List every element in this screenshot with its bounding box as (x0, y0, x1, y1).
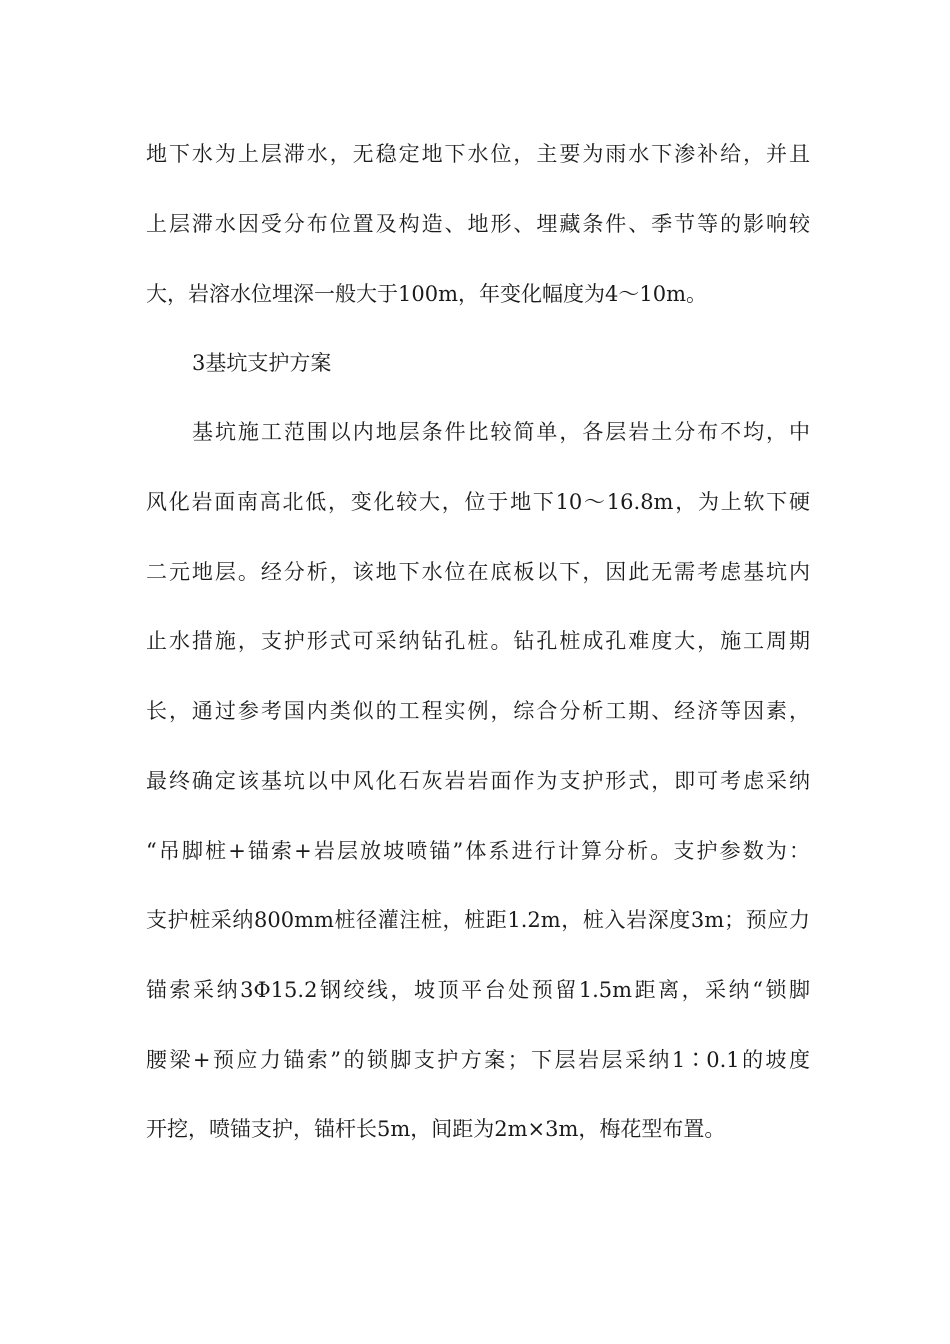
text-line: 上层滞水因受分布位置及构造、地形、埋藏条件、季节等的影响较 (146, 212, 810, 236)
text-line: 腰梁+预应力锚索”的锁脚支护方案；下层岩层采纳1∶0.1的坡度 (146, 1048, 810, 1072)
text-line: 地下水为上层滞水，无稳定地下水位，主要为雨水下渗补给，并且 (146, 142, 810, 166)
text-line: 基坑施工范围以内地层条件比较简单，各层岩土分布不均，中 (192, 420, 810, 444)
text-line: 风化岩面南高北低，变化较大，位于地下10～16.8m，为上软下硬 (146, 490, 810, 514)
section-heading: 3基坑支护方案 (192, 351, 332, 375)
text-line: “吊脚桩+锚索+岩层放坡喷锚”体系进行计算分析。支护参数为： (146, 839, 810, 863)
text-line: 开挖，喷锚支护，锚杆长5m，间距为2m×3m，梅花型布置。 (146, 1117, 726, 1141)
text-line: 止水措施，支护形式可采纳钻孔桩。钻孔桩成孔难度大，施工周期 (146, 629, 810, 653)
text-line: 最终确定该基坑以中风化石灰岩岩面作为支护形式，即可考虑采纳 (146, 769, 810, 793)
text-line: 二元地层。经分析，该地下水位在底板以下，因此无需考虑基坑内 (146, 560, 810, 584)
text-line: 长，通过参考国内类似的工程实例，综合分析工期、经济等因素， (146, 699, 810, 723)
text-line: 支护桩采纳800mm桩径灌注桩，桩距1.2m，桩入岩深度3m；预应力 (146, 908, 810, 932)
text-line: 大，岩溶水位埋深一般大于100m，年变化幅度为4～10m。 (146, 282, 707, 306)
text-line: 锚索采纳3Φ15.2钢绞线，坡顶平台处预留1.5m距离，采纳“锁脚 (146, 978, 810, 1002)
